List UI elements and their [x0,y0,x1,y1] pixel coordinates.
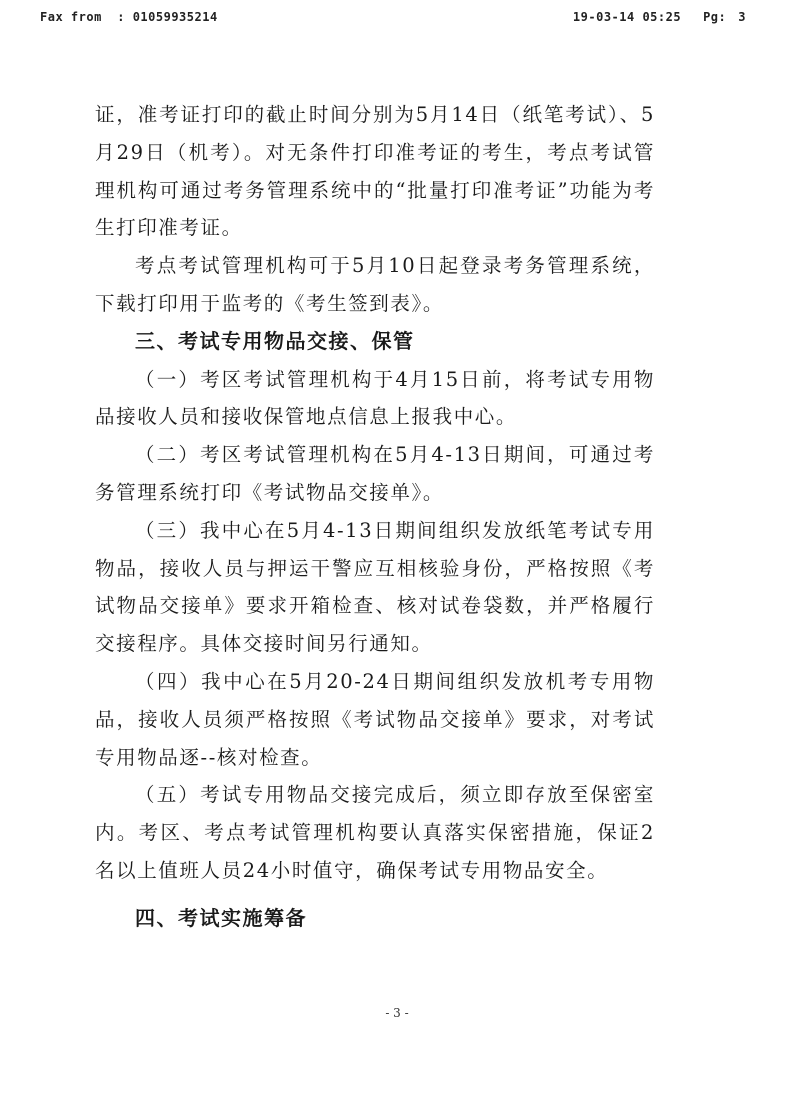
list-item-2: （二）考区考试管理机构在5月4-13日期间，可通过考务管理系统打印《考试物品交接单》。 [95,443,655,504]
document-body [95,96,655,938]
paragraph-admission-ticket-deadline: 证，准考证打印的截止时间分别为5月14日（纸笔考试）、5月29日（机考）。对无条件打印准考证的考生，考点考试管理机构可通过考务管理系统中的“批量打印准考证”功能为考生打印准考证。 [95,103,655,240]
fax-page-value: 3 [738,10,746,24]
fax-page-label: Pg: [703,10,727,24]
section-heading-3: 三、考试专用物品交接、保管 [135,328,415,353]
page-number: - 3 - [385,1006,409,1020]
paragraph-sign-in-sheet: 考点考试管理机构可于5月10日起登录考务管理系统，下载打印用于监考的《考生签到表》。 [95,254,655,315]
list-item-5: （五）考试专用物品交接完成后，须立即存放至保密室内。考区、考点考试管理机构要认真落实保密措施，保证2名以上值班人员24小时值守，确保考试专用物品安全。 [95,783,655,882]
fax-from-label: Fax from [40,10,102,24]
list-item-4: （四）我中心在5月20-24日期间组织发放机考专用物品，接收人员须严格按照《考试物品交接单》要求，对考试专用物品逐--核对检查。 [95,669,655,769]
fax-datetime: 19-03-14 05:25 [572,10,682,24]
fax-from-number: : 01059935214 [117,10,218,24]
list-item-1: （一）考区考试管理机构于4月15日前，将考试专用物品接收人员和接收保管地点信息上报我中心。 [95,367,655,429]
fax-sender [40,10,218,24]
list-item-3: （三）我中心在5月4-13日期间组织发放纸笔考试专用物品，接收人员与押运干警应互相核验身份，严格按照《考试物品交接单》要求开箱检查、核对试卷袋数，并严格履行交接程序。具体交接时间另行通知。 [95,518,655,656]
section-heading-4: 四、考试实施筹备 [135,905,307,930]
fax-header [40,10,746,30]
fax-meta [551,10,746,24]
